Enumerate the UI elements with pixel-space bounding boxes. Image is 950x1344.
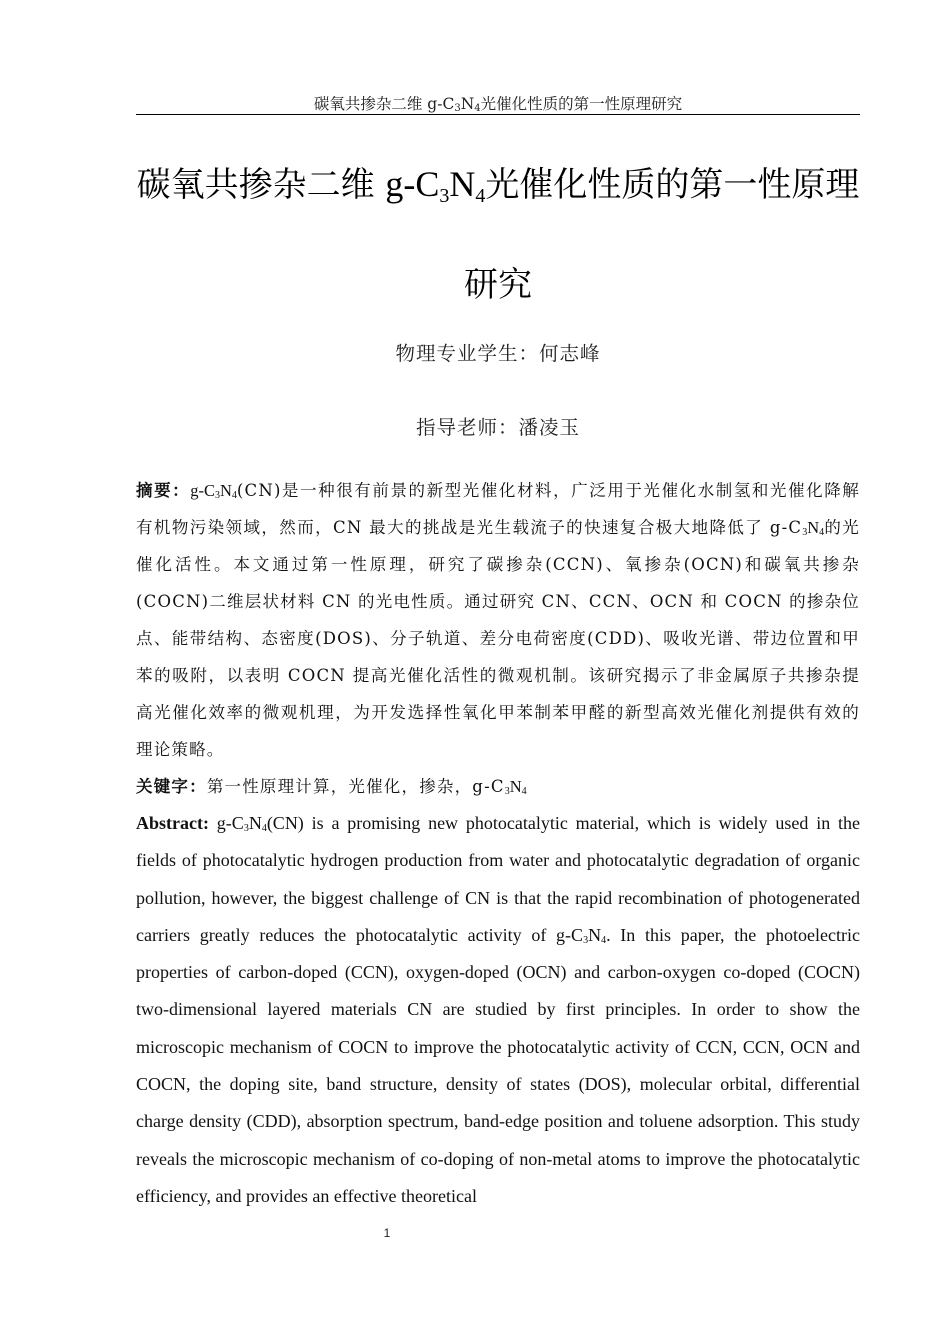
title-text: g-C bbox=[385, 164, 440, 204]
page-number: 1 bbox=[383, 1226, 391, 1240]
abstract-cn-text: (CN)是一种很有前景的新型光催化材料，广泛用于光催化水制氢和光催化降解有机物污染领域，然而，CN 最大的挑战是光生载流子的快速复合极大地降低了 g-C bbox=[136, 481, 861, 537]
subscript: 4 bbox=[474, 103, 481, 114]
title-text: 光催化性质的第一性原理研究 bbox=[464, 165, 860, 305]
subscript: 4 bbox=[475, 185, 486, 207]
abstract-en bbox=[136, 805, 860, 1215]
title-text: N bbox=[449, 164, 476, 204]
abstract-en-text: N bbox=[588, 924, 602, 945]
abstract-en-text: g-C bbox=[208, 813, 244, 833]
subscript: 4 bbox=[261, 823, 267, 834]
keywords-cn-text: 第一性原理计算，光催化，掺杂，g-C bbox=[206, 777, 505, 796]
subscript: 3 bbox=[214, 490, 220, 501]
subscript: 3 bbox=[504, 786, 510, 797]
keywords-cn bbox=[136, 768, 860, 805]
abstract-cn-text: g-C bbox=[190, 481, 215, 500]
subscript: 4 bbox=[819, 527, 825, 538]
title-formula bbox=[385, 164, 486, 207]
paper-title bbox=[120, 134, 876, 335]
keywords-cn-text: N bbox=[509, 777, 522, 796]
abstract-en-label: Abstract: bbox=[136, 813, 209, 833]
running-header-text: 碳氧共掺杂二维 g-C bbox=[313, 95, 455, 113]
abstract-cn bbox=[136, 472, 860, 768]
abstract-section bbox=[136, 472, 860, 1215]
author-line: 物理专业学生：何志峰 bbox=[395, 342, 601, 365]
abstract-en-text: (CN) is a promising new photocatalytic material, which is widely used in the fields of photocatalytic hydrogen production from water and photocatalytic degradation of organic pollution, however, the biggest challenge of CN is that the rapid recombination of photogenerated carriers greatly reduces the photocatalytic activity of g-C bbox=[136, 813, 860, 945]
subscript: 4 bbox=[601, 934, 607, 946]
abstract-cn-text: N bbox=[219, 481, 232, 500]
abstract-cn-text: 的光催化活性。本文通过第一性原理，研究了碳掺杂(CCN)、氧掺杂(OCN)和碳氧共掺杂(COCN)二维层状材料 CN 的光电性质。通过研究 CN、CCN、OCN 和 COCN 的掺杂位点、能带结构、态密度(DOS)、分子轨道、差分电荷密度(CDD)、吸收光谱、带边位置和甲苯的吸附，以表明 COCN 提高光催化活性的微观机制。该研究揭示了非金属原子共掺杂提高光催化效率的微观机理，为开发选择性氧化甲苯制苯甲醛的新型高效光催化剂提供有效的理论策略。 bbox=[136, 518, 860, 759]
subscript: 3 bbox=[439, 185, 450, 207]
abstract-cn-label: 摘要： bbox=[136, 481, 191, 500]
running-header-text: N bbox=[460, 95, 475, 113]
subscript: 3 bbox=[454, 103, 461, 114]
subscript: 3 bbox=[243, 823, 249, 834]
header-rule bbox=[136, 114, 860, 115]
abstract-cn-text: N bbox=[807, 518, 820, 537]
subscript: 3 bbox=[802, 527, 808, 538]
running-header bbox=[136, 92, 860, 114]
subscript: 4 bbox=[521, 786, 527, 797]
subscript: 4 bbox=[231, 490, 237, 501]
abstract-en-text: N bbox=[248, 813, 262, 833]
subscript: 3 bbox=[583, 934, 589, 946]
keywords-cn-label: 关键字： bbox=[136, 777, 207, 796]
advisor-line: 指导老师：潘凌玉 bbox=[415, 416, 580, 439]
running-header-text: 光催化性质的第一性原理研究 bbox=[480, 95, 683, 113]
title-text: 碳氧共掺杂二维 bbox=[136, 165, 386, 205]
abstract-en-text: . In this paper, the photoelectric properties of carbon-doped (CCN), oxygen-doped (OCN) and carbon-oxygen co-doped (COCN) two-dimensional layered materials CN are studied by first principles. In order to show the microscopic mechanism of COCN to improve the photocatalytic activity of CCN, CCN, OCN and COCN, the doping site, band structure, density of states (DOS), molecular orbital, differential charge density (CDD), absorption spectrum, band-edge position and toluene adsorption. This study reveals the microscopic mechanism of co-doping of non-metal atoms to improve the photocatalytic efficiency, and provides an effective theoretical bbox=[136, 924, 860, 1206]
